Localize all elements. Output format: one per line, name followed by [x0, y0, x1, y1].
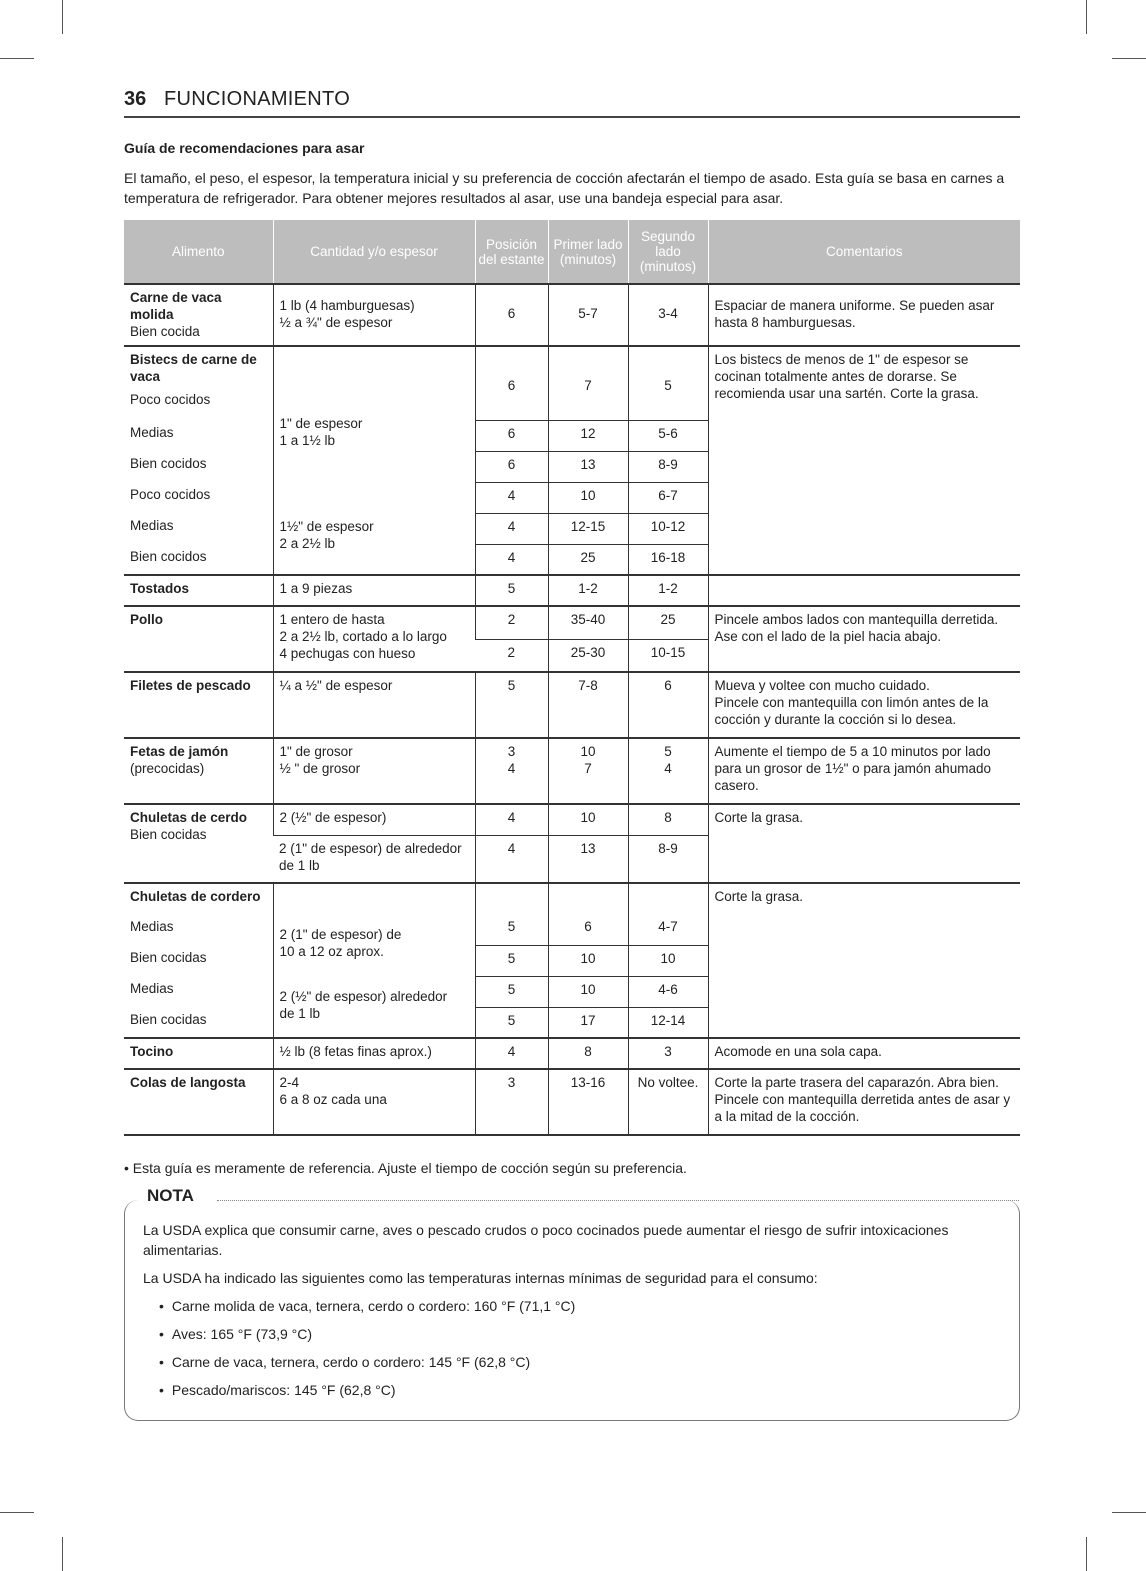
rack-cell: 6	[475, 346, 548, 420]
food-note: (precocidas)	[130, 761, 205, 776]
second-side-cell: 5-6	[628, 420, 708, 451]
section-title: FUNCIONAMIENTO	[164, 88, 351, 110]
comment-cell: Mueva y voltee con mucho cuidado. Pincele con mantequilla con limón antes de la cocción y durante la cocción si lo desea.	[708, 672, 1020, 738]
rack-cell: 3 4	[475, 738, 548, 804]
rack-cell: 5	[475, 672, 548, 738]
list-item: • Carne molida de vaca, ternera, cerdo o cordero: 160 °F (71,1 °C)	[159, 1296, 993, 1316]
food-cell	[124, 1038, 273, 1069]
rack-cell	[475, 883, 548, 914]
first-side-cell: 5-7	[548, 284, 628, 346]
food-name: Chuletas de cerdo	[130, 810, 248, 825]
crop-mark	[0, 1512, 34, 1513]
second-side-cell: 10-12	[628, 513, 708, 544]
second-side-cell: 5	[628, 346, 708, 420]
temperature-list	[143, 1296, 993, 1400]
header-food: Alimento	[124, 220, 273, 284]
food-name: Pollo	[130, 612, 163, 627]
first-side-cell: 10	[548, 945, 628, 976]
first-side-cell: 10	[548, 482, 628, 513]
food-cell	[124, 738, 273, 804]
second-side-cell: 3	[628, 1038, 708, 1069]
rack-cell: 2	[475, 639, 548, 672]
first-side-cell: 25	[548, 544, 628, 575]
food-cell	[124, 1069, 273, 1135]
food-cell	[124, 346, 273, 420]
table-row	[124, 1038, 1020, 1069]
quantity-cell: 1½" de espesor 2 a 2½ lb	[273, 482, 475, 575]
comment-cell: Corte la grasa.	[708, 883, 1020, 1038]
quantity-cell: 2 (½" de espesor)	[273, 804, 475, 835]
rack-cell: 4	[475, 804, 548, 835]
broil-guide-table	[124, 220, 1020, 1136]
first-side-cell: 13	[548, 835, 628, 883]
first-side-cell: 12	[548, 420, 628, 451]
rack-cell: 4	[475, 1038, 548, 1069]
comment-cell: Corte la grasa.	[708, 804, 1020, 883]
quantity-cell: 2 (½" de espesor) alrededor de 1 lb	[273, 976, 475, 1038]
first-side-cell: 12-15	[548, 513, 628, 544]
quantity-cell: 1 entero de hasta 2 a 2½ lb, cortado a lo largo 4 pechugas con hueso	[273, 606, 475, 672]
first-side-cell	[548, 883, 628, 914]
rack-cell: 4	[475, 513, 548, 544]
header-second-side: Segundo lado (minutos)	[628, 220, 708, 284]
list-item: • Carne de vaca, ternera, cerdo o cordero: 145 °F (62,8 °C)	[159, 1352, 993, 1372]
rack-cell: 4	[475, 482, 548, 513]
first-side-cell: 10	[548, 804, 628, 835]
rack-cell: 5	[475, 575, 548, 606]
table-row	[124, 804, 1020, 835]
first-side-cell: 7	[548, 346, 628, 420]
food-cell	[124, 284, 273, 346]
crop-mark	[62, 0, 63, 34]
comment-cell: Los bistecs de menos de 1" de espesor se cocinan totalmente antes de dorarse. Se recomienda usar una sartén. Corte la grasa.	[708, 346, 1020, 575]
doneness: Medias	[130, 518, 174, 533]
second-side-cell: 4-7	[628, 914, 708, 945]
second-side-cell: 10	[628, 945, 708, 976]
doneness: Poco cocidos	[130, 392, 211, 407]
list-item: • Aves: 165 °F (73,9 °C)	[159, 1324, 993, 1344]
intro-paragraph: El tamaño, el peso, el espesor, la temperatura inicial y su preferencia de cocción afectarán el tiempo de asado. Esta guía se basa en carnes a temperatura de refrigerador. Para obtener mejores resultados al asar, use una bandeja especial para asar.	[124, 170, 1005, 206]
first-side-cell: 10 7	[548, 738, 628, 804]
rack-cell: 5	[475, 914, 548, 945]
crop-mark	[1086, 1537, 1087, 1571]
first-side-cell: 35-40	[548, 606, 628, 639]
second-side-cell: 10-15	[628, 639, 708, 672]
food-cell	[124, 804, 273, 883]
doneness: Bien cocida	[130, 324, 200, 339]
food-cell	[124, 883, 273, 914]
food-name: Chuletas de cordero	[130, 889, 261, 904]
doneness: Bien cocidas	[130, 1012, 207, 1027]
table-row	[124, 883, 1020, 914]
list-item: • Pescado/mariscos: 145 °F (62,8 °C)	[159, 1380, 993, 1400]
comment-cell: Espaciar de manera uniforme. Se pueden asar hasta 8 hamburguesas.	[708, 284, 1020, 346]
page-number: 36	[124, 88, 147, 110]
second-side-cell: 12-14	[628, 1007, 708, 1038]
crop-mark	[1112, 58, 1146, 59]
food-cell	[124, 672, 273, 738]
first-side-cell: 13	[548, 451, 628, 482]
rack-cell: 6	[475, 284, 548, 346]
quantity-cell: 1 lb (4 hamburguesas) ½ a ¾" de espesor	[273, 284, 475, 346]
second-side-cell: 5 4	[628, 738, 708, 804]
rack-cell: 5	[475, 1007, 548, 1038]
food-name: Colas de langosta	[130, 1075, 246, 1090]
doneness: Poco cocidos	[130, 487, 211, 502]
table-row	[124, 346, 1020, 420]
food-name: Filetes de pescado	[130, 678, 251, 693]
page-header	[124, 86, 1020, 118]
second-side-cell: 4-6	[628, 976, 708, 1007]
rack-cell: 6	[475, 420, 548, 451]
doneness: Bien cocidos	[130, 549, 207, 564]
first-side-cell: 6	[548, 914, 628, 945]
first-side-cell: 17	[548, 1007, 628, 1038]
crop-mark	[1086, 0, 1087, 34]
second-side-cell: 6-7	[628, 482, 708, 513]
note-box	[124, 1186, 1020, 1421]
rack-cell: 5	[475, 976, 548, 1007]
rack-cell: 4	[475, 544, 548, 575]
quantity-cell: 2-4 6 a 8 oz cada una	[273, 1069, 475, 1135]
second-side-cell: 8	[628, 804, 708, 835]
quantity-cell: 1" de grosor ½ " de grosor	[273, 738, 475, 804]
quantity-cell	[273, 883, 475, 914]
second-side-cell: 8-9	[628, 451, 708, 482]
first-side-cell: 8	[548, 1038, 628, 1069]
quantity-cell: 1" de espesor 1 a 1½ lb	[273, 346, 475, 482]
comment-cell: Aumente el tiempo de 5 a 10 minutos por lado para un grosor de 1½" o para jamón ahumado casero.	[708, 738, 1020, 804]
table-row	[124, 575, 1020, 606]
crop-mark	[1112, 1512, 1146, 1513]
note-divider	[217, 1200, 1019, 1201]
food-name: Tostados	[130, 581, 190, 596]
rack-cell: 2	[475, 606, 548, 639]
table-row	[124, 1069, 1020, 1135]
second-side-cell: No voltee.	[628, 1069, 708, 1135]
food-name: Tocino	[130, 1044, 174, 1059]
comment-cell: Pincele ambos lados con mantequilla derretida. Ase con el lado de la piel hacia abajo.	[708, 606, 1020, 672]
doneness: Bien cocidas	[130, 950, 207, 965]
table-row	[124, 606, 1020, 639]
table-header-row	[124, 220, 1020, 284]
comment-cell: Acomode en una sola capa.	[708, 1038, 1020, 1069]
note-paragraph: La USDA ha indicado las siguientes como las temperaturas internas mínimas de seguridad para el consumo:	[143, 1270, 818, 1286]
rack-cell: 3	[475, 1069, 548, 1135]
first-side-cell: 7-8	[548, 672, 628, 738]
second-side-cell: 25	[628, 606, 708, 639]
doneness: Medias	[130, 919, 174, 934]
second-side-cell: 6	[628, 672, 708, 738]
food-name: Carne de vaca molida	[130, 290, 222, 322]
comment-cell: Corte la parte trasera del caparazón. Abra bien. Pincele con mantequilla derretida antes de asar y a la mitad de la cocción.	[708, 1069, 1020, 1135]
crop-mark	[62, 1537, 63, 1571]
quantity-cell: 2 (1" de espesor) de 10 a 12 oz aprox.	[273, 914, 475, 976]
quantity-cell: ½ lb (8 fetas finas aprox.)	[273, 1038, 475, 1069]
note-label: NOTA	[141, 1186, 200, 1206]
header-first-side: Primer lado (minutos)	[548, 220, 628, 284]
rack-cell: 6	[475, 451, 548, 482]
table-row	[124, 672, 1020, 738]
first-side-cell: 13-16	[548, 1069, 628, 1135]
second-side-cell: 3-4	[628, 284, 708, 346]
rack-cell: 5	[475, 945, 548, 976]
doneness: Medias	[130, 425, 174, 440]
first-side-cell: 10	[548, 976, 628, 1007]
second-side-cell: 8-9	[628, 835, 708, 883]
second-side-cell: 1-2	[628, 575, 708, 606]
first-side-cell: 1-2	[548, 575, 628, 606]
note-body	[143, 1220, 993, 1408]
food-cell	[124, 606, 273, 672]
header-quantity: Cantidad y/o espesor	[273, 220, 475, 284]
header-rack-position: Posición del estante	[475, 220, 548, 284]
doneness: Bien cocidas	[130, 827, 207, 842]
first-side-cell: 25-30	[548, 639, 628, 672]
quantity-cell: ¼ a ½" de espesor	[273, 672, 475, 738]
doneness: Bien cocidos	[130, 456, 207, 471]
quantity-cell: 2 (1" de espesor) de alrededor de 1 lb	[273, 835, 475, 883]
second-side-cell	[628, 883, 708, 914]
note-paragraph: La USDA explica que consumir carne, aves o pescado crudos o poco cocinados puede aumentar el riesgo de sufrir intoxicaciones alimentarias.	[143, 1222, 949, 1258]
food-name: Bistecs de carne de vaca	[130, 352, 257, 384]
rack-cell: 4	[475, 835, 548, 883]
reference-note: • Esta guía es meramente de referencia. Ajuste el tiempo de cocción según su preferencia.	[124, 1160, 687, 1176]
guide-title: Guía de recomendaciones para asar	[124, 140, 365, 156]
comment-cell	[708, 575, 1020, 606]
doneness: Medias	[130, 981, 174, 996]
quantity-cell: 1 a 9 piezas	[273, 575, 475, 606]
food-name: Fetas de jamón	[130, 744, 229, 759]
header-comments: Comentarios	[708, 220, 1020, 284]
crop-mark	[0, 58, 34, 59]
food-cell	[124, 575, 273, 606]
table-row	[124, 738, 1020, 804]
second-side-cell: 16-18	[628, 544, 708, 575]
table-row	[124, 284, 1020, 346]
